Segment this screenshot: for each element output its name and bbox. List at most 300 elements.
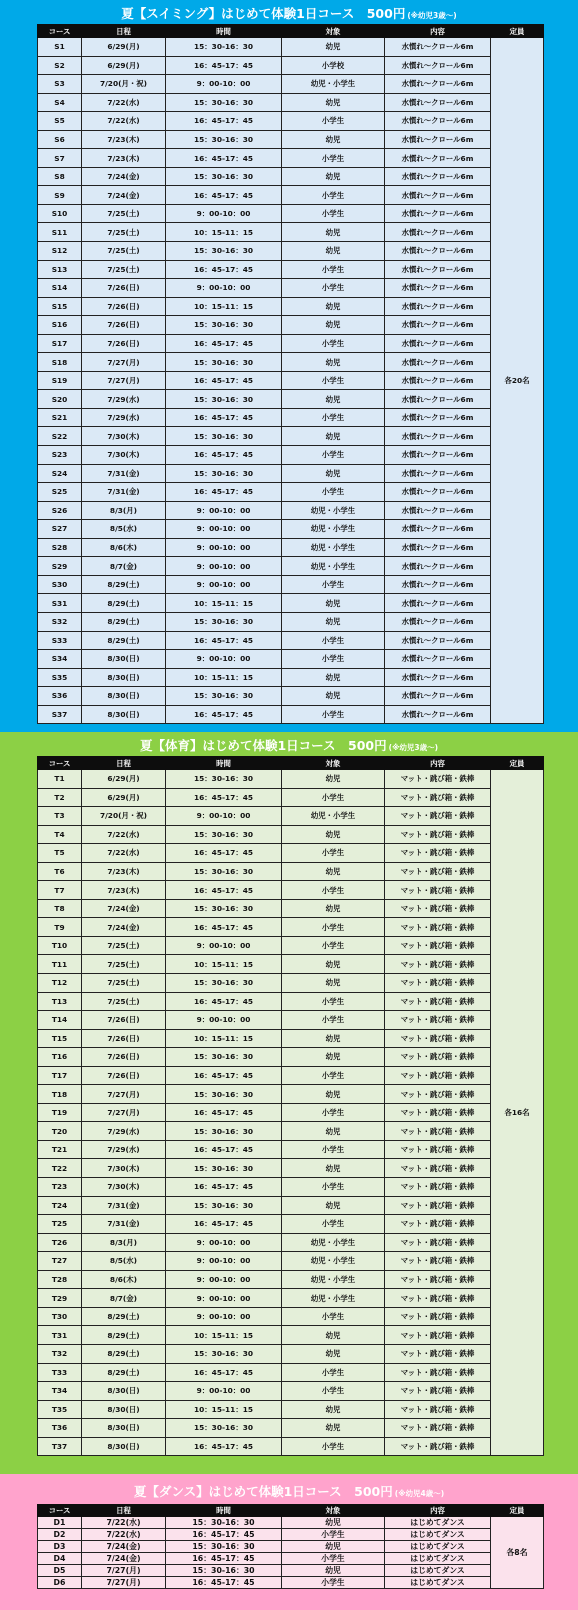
- cell-time: 15：30-16：30: [166, 1159, 282, 1178]
- table-row: [38, 1122, 544, 1141]
- cell-time: 9：00-10：00: [166, 807, 282, 826]
- cell-time: 9：00-10：00: [166, 557, 282, 576]
- cell-course: T27: [38, 1252, 82, 1271]
- cell-target: 幼児: [282, 167, 385, 186]
- cell-course: D1: [38, 1517, 82, 1529]
- cell-content: はじめてダンス: [385, 1541, 491, 1553]
- cell-target: 幼児・小学生: [282, 1289, 385, 1308]
- cell-course: D6: [38, 1577, 82, 1589]
- cell-time: 9：00-10：00: [166, 75, 282, 94]
- cell-course: D5: [38, 1565, 82, 1577]
- cell-content: 水慣れ～クロール6m: [385, 538, 491, 557]
- cell-content: マット・跳び箱・鉄棒: [385, 1066, 491, 1085]
- cell-target: 幼児・小学生: [282, 807, 385, 826]
- cell-content: 水慣れ～クロール6m: [385, 501, 491, 520]
- cell-date: 8/30(日): [82, 650, 166, 669]
- table-row: [38, 1553, 544, 1565]
- cell-course: T2: [38, 788, 82, 807]
- swimming-section: [0, 0, 578, 732]
- cell-content: 水慣れ～クロール6m: [385, 446, 491, 465]
- cell-time: 9：00-10：00: [166, 204, 282, 223]
- table-row: [38, 612, 544, 631]
- table-row: [38, 1382, 544, 1401]
- cell-date: 8/29(土): [82, 594, 166, 613]
- table-row: [38, 1437, 544, 1456]
- cell-content: マット・跳び箱・鉄棒: [385, 1233, 491, 1252]
- cell-target: 幼児: [282, 1517, 385, 1529]
- cell-target: 小学生: [282, 631, 385, 650]
- cell-target: 幼児・小学生: [282, 501, 385, 520]
- cell-time: 10：15-11：15: [166, 1326, 282, 1345]
- cell-date: 6/29(月): [82, 56, 166, 75]
- cell-target: 幼児: [282, 687, 385, 706]
- cell-date: 7/26(日): [82, 1048, 166, 1067]
- cell-content: マット・跳び箱・鉄棒: [385, 1196, 491, 1215]
- cell-date: 8/30(日): [82, 668, 166, 687]
- cell-date: 7/22(水): [82, 112, 166, 131]
- cell-content: 水慣れ～クロール6m: [385, 557, 491, 576]
- cell-date: 7/25(土): [82, 955, 166, 974]
- table-row: [38, 575, 544, 594]
- cell-course: S13: [38, 260, 82, 279]
- cell-content: 水慣れ～クロール6m: [385, 520, 491, 539]
- cell-time: 16：45-17：45: [166, 1140, 282, 1159]
- cell-content: マット・跳び箱・鉄棒: [385, 1344, 491, 1363]
- dance-section: [0, 1474, 578, 1610]
- cell-time: 16：45-17：45: [166, 260, 282, 279]
- cell-content: マット・跳び箱・鉄棒: [385, 1140, 491, 1159]
- cell-date: 7/24(金): [82, 167, 166, 186]
- cell-course: T31: [38, 1326, 82, 1345]
- cell-content: 水慣れ～クロール6m: [385, 316, 491, 335]
- cell-time: 9：00-10：00: [166, 1252, 282, 1271]
- cell-time: 15：30-16：30: [166, 1048, 282, 1067]
- cell-content: はじめてダンス: [385, 1529, 491, 1541]
- table-row: [38, 242, 544, 261]
- header-content: 内容: [385, 25, 491, 38]
- cell-content: マット・跳び箱・鉄棒: [385, 974, 491, 993]
- table-row: [38, 149, 544, 168]
- cell-date: 8/3(月): [82, 501, 166, 520]
- cell-time: 9：00-10：00: [166, 1307, 282, 1326]
- cell-date: 7/20(月・祝): [82, 75, 166, 94]
- cell-target: 幼児: [282, 770, 385, 789]
- cell-course: T33: [38, 1363, 82, 1382]
- table-row: [38, 538, 544, 557]
- table-row: [38, 770, 544, 789]
- cell-time: 16：45-17：45: [166, 446, 282, 465]
- cell-course: D2: [38, 1529, 82, 1541]
- cell-time: 15：30-16：30: [166, 242, 282, 261]
- table-row: [38, 56, 544, 75]
- cell-content: 水慣れ～クロール6m: [385, 204, 491, 223]
- cell-target: 幼児: [282, 1344, 385, 1363]
- cell-date: 6/29(月): [82, 38, 166, 57]
- cell-date: 8/29(土): [82, 612, 166, 631]
- cell-time: 16：45-17：45: [166, 408, 282, 427]
- header-content: 内容: [385, 1505, 491, 1517]
- cell-target: 小学生: [282, 1103, 385, 1122]
- cell-course: T9: [38, 918, 82, 937]
- table-row: [38, 483, 544, 502]
- cell-course: T30: [38, 1307, 82, 1326]
- cell-target: 小学生: [282, 204, 385, 223]
- cell-content: 水慣れ～クロール6m: [385, 242, 491, 261]
- cell-course: S32: [38, 612, 82, 631]
- table-row: [38, 279, 544, 298]
- cell-target: 小学生: [282, 844, 385, 863]
- table-row: [38, 1400, 544, 1419]
- cell-content: 水慣れ～クロール6m: [385, 427, 491, 446]
- cell-time: 16：45-17：45: [166, 705, 282, 724]
- cell-date: 7/24(金): [82, 1541, 166, 1553]
- cell-time: 16：45-17：45: [166, 1437, 282, 1456]
- cell-time: 16：45-17：45: [166, 186, 282, 205]
- cell-time: 9：00-10：00: [166, 575, 282, 594]
- cell-target: 幼児: [282, 353, 385, 372]
- gym-age-note: (※幼児3歳～): [388, 743, 439, 752]
- cell-target: 幼児: [282, 316, 385, 335]
- cell-course: T17: [38, 1066, 82, 1085]
- cell-date: 7/23(木): [82, 130, 166, 149]
- cell-content: マット・跳び箱・鉄棒: [385, 1252, 491, 1271]
- cell-target: 幼児: [282, 1196, 385, 1215]
- table-row: [38, 501, 544, 520]
- cell-content: 水慣れ～クロール6m: [385, 483, 491, 502]
- cell-content: マット・跳び箱・鉄棒: [385, 1178, 491, 1197]
- cell-content: マット・跳び箱・鉄棒: [385, 1215, 491, 1234]
- table-row: [38, 668, 544, 687]
- cell-content: 水慣れ～クロール6m: [385, 612, 491, 631]
- cell-target: 幼児: [282, 1122, 385, 1141]
- cell-course: S19: [38, 371, 82, 390]
- cell-course: T3: [38, 807, 82, 826]
- cell-time: 16：45-17：45: [166, 631, 282, 650]
- cell-time: 15：30-16：30: [166, 167, 282, 186]
- cell-target: 小学生: [282, 1011, 385, 1030]
- table-row: [38, 1159, 544, 1178]
- cell-course: S12: [38, 242, 82, 261]
- header-course: コース: [38, 757, 82, 770]
- cell-target: 幼児: [282, 668, 385, 687]
- cell-course: T29: [38, 1289, 82, 1308]
- cell-course: S15: [38, 297, 82, 316]
- cell-time: 10：15-11：15: [166, 594, 282, 613]
- header-time: 時間: [166, 25, 282, 38]
- cell-content: 水慣れ～クロール6m: [385, 167, 491, 186]
- cell-time: 16：45-17：45: [166, 1529, 282, 1541]
- cell-time: 16：45-17：45: [166, 1103, 282, 1122]
- cell-target: 小学生: [282, 408, 385, 427]
- table-row: [38, 167, 544, 186]
- cell-course: S29: [38, 557, 82, 576]
- cell-target: 幼児・小学生: [282, 75, 385, 94]
- cell-course: T4: [38, 825, 82, 844]
- cell-capacity: 各20名: [491, 38, 544, 724]
- cell-time: 9：00-10：00: [166, 1233, 282, 1252]
- header-capacity: 定員: [491, 757, 544, 770]
- cell-time: 15：30-16：30: [166, 427, 282, 446]
- cell-course: T6: [38, 862, 82, 881]
- cell-date: 7/30(木): [82, 1159, 166, 1178]
- cell-target: 幼児: [282, 93, 385, 112]
- cell-course: T19: [38, 1103, 82, 1122]
- table-row: [38, 75, 544, 94]
- cell-date: 8/29(土): [82, 575, 166, 594]
- cell-course: T23: [38, 1178, 82, 1197]
- cell-content: 水慣れ～クロール6m: [385, 279, 491, 298]
- table-row: [38, 371, 544, 390]
- cell-course: S17: [38, 334, 82, 353]
- cell-time: 9：00-10：00: [166, 1270, 282, 1289]
- cell-content: マット・跳び箱・鉄棒: [385, 955, 491, 974]
- cell-content: 水慣れ～クロール6m: [385, 38, 491, 57]
- cell-date: 7/24(金): [82, 899, 166, 918]
- cell-date: 8/5(水): [82, 1252, 166, 1271]
- cell-content: 水慣れ～クロール6m: [385, 149, 491, 168]
- cell-time: 16：45-17：45: [166, 1066, 282, 1085]
- table-row: [38, 520, 544, 539]
- cell-target: 幼児: [282, 955, 385, 974]
- table-row: [38, 112, 544, 131]
- cell-date: 8/5(水): [82, 520, 166, 539]
- table-row: [38, 38, 544, 57]
- swimming-age-note: (※幼児3歳～): [407, 11, 457, 20]
- table-row: [38, 844, 544, 863]
- cell-content: 水慣れ～クロール6m: [385, 130, 491, 149]
- cell-course: T11: [38, 955, 82, 974]
- cell-target: 小学生: [282, 705, 385, 724]
- table-row: [38, 1178, 544, 1197]
- cell-course: T28: [38, 1270, 82, 1289]
- cell-content: 水慣れ～クロール6m: [385, 668, 491, 687]
- cell-time: 10：15-11：15: [166, 223, 282, 242]
- header-course: コース: [38, 25, 82, 38]
- header-time: 時間: [166, 757, 282, 770]
- cell-date: 7/26(日): [82, 1011, 166, 1030]
- table-row: [38, 1048, 544, 1067]
- table-row: [38, 705, 544, 724]
- cell-target: 幼児: [282, 38, 385, 57]
- cell-date: 8/30(日): [82, 1437, 166, 1456]
- cell-time: 9：00-10：00: [166, 1382, 282, 1401]
- cell-content: 水慣れ～クロール6m: [385, 371, 491, 390]
- cell-date: 7/30(木): [82, 446, 166, 465]
- cell-time: 15：30-16：30: [166, 1085, 282, 1104]
- cell-date: 8/7(金): [82, 1289, 166, 1308]
- cell-content: 水慣れ～クロール6m: [385, 112, 491, 131]
- cell-date: 7/24(金): [82, 1553, 166, 1565]
- cell-target: 幼児: [282, 242, 385, 261]
- table-row: [38, 1066, 544, 1085]
- cell-course: D3: [38, 1541, 82, 1553]
- cell-content: マット・跳び箱・鉄棒: [385, 825, 491, 844]
- cell-date: 7/25(土): [82, 936, 166, 955]
- cell-time: 9：00-10：00: [166, 279, 282, 298]
- cell-date: 7/30(木): [82, 427, 166, 446]
- cell-time: 15：30-16：30: [166, 38, 282, 57]
- cell-content: 水慣れ～クロール6m: [385, 186, 491, 205]
- table-row: [38, 186, 544, 205]
- cell-target: 小学生: [282, 1140, 385, 1159]
- table-row: [38, 825, 544, 844]
- cell-target: 幼児: [282, 1400, 385, 1419]
- cell-target: 幼児: [282, 1326, 385, 1345]
- table-row: [38, 594, 544, 613]
- cell-date: 8/29(土): [82, 1344, 166, 1363]
- cell-course: S31: [38, 594, 82, 613]
- table-row: [38, 260, 544, 279]
- cell-course: S14: [38, 279, 82, 298]
- cell-time: 15：30-16：30: [166, 130, 282, 149]
- cell-content: マット・跳び箱・鉄棒: [385, 1363, 491, 1382]
- cell-time: 16：45-17：45: [166, 56, 282, 75]
- cell-date: 7/25(土): [82, 260, 166, 279]
- cell-content: マット・跳び箱・鉄棒: [385, 1048, 491, 1067]
- cell-target: 幼児: [282, 1565, 385, 1577]
- cell-date: 7/22(水): [82, 844, 166, 863]
- cell-time: 15：30-16：30: [166, 1541, 282, 1553]
- cell-target: 幼児・小学生: [282, 538, 385, 557]
- table-row: [38, 1363, 544, 1382]
- table-row: [38, 1196, 544, 1215]
- cell-date: 7/20(月・祝): [82, 807, 166, 826]
- cell-target: 小学生: [282, 483, 385, 502]
- cell-date: 8/3(月): [82, 1233, 166, 1252]
- cell-content: マット・跳び箱・鉄棒: [385, 807, 491, 826]
- table-row: [38, 93, 544, 112]
- gym-title-text: 夏【体育】はじめて体験1日コース 500円: [139, 738, 387, 753]
- cell-course: S30: [38, 575, 82, 594]
- cell-course: S10: [38, 204, 82, 223]
- cell-target: 小学生: [282, 1178, 385, 1197]
- cell-content: マット・跳び箱・鉄棒: [385, 1270, 491, 1289]
- cell-date: 7/27(月): [82, 1565, 166, 1577]
- cell-time: 16：45-17：45: [166, 1215, 282, 1234]
- cell-target: 小学生: [282, 1363, 385, 1382]
- cell-course: S6: [38, 130, 82, 149]
- header-course: コース: [38, 1505, 82, 1517]
- cell-content: マット・跳び箱・鉄棒: [385, 918, 491, 937]
- cell-date: 8/29(土): [82, 631, 166, 650]
- cell-target: 小学生: [282, 186, 385, 205]
- table-row: [38, 862, 544, 881]
- cell-content: 水慣れ～クロール6m: [385, 408, 491, 427]
- table-row: [38, 974, 544, 993]
- cell-date: 7/22(水): [82, 825, 166, 844]
- cell-course: D4: [38, 1553, 82, 1565]
- cell-course: S8: [38, 167, 82, 186]
- cell-target: 小学生: [282, 992, 385, 1011]
- cell-content: はじめてダンス: [385, 1553, 491, 1565]
- cell-course: T5: [38, 844, 82, 863]
- cell-time: 15：30-16：30: [166, 316, 282, 335]
- cell-date: 8/6(木): [82, 538, 166, 557]
- cell-course: T36: [38, 1419, 82, 1438]
- cell-content: マット・跳び箱・鉄棒: [385, 1289, 491, 1308]
- cell-target: 幼児・小学生: [282, 557, 385, 576]
- table-row: [38, 408, 544, 427]
- gym-title: [0, 736, 578, 754]
- cell-course: T22: [38, 1159, 82, 1178]
- cell-course: S18: [38, 353, 82, 372]
- table-row: [38, 316, 544, 335]
- cell-time: 16：45-17：45: [166, 334, 282, 353]
- cell-target: 小学校: [282, 56, 385, 75]
- cell-time: 16：45-17：45: [166, 1553, 282, 1565]
- cell-time: 10：15-11：15: [166, 668, 282, 687]
- cell-date: 7/29(水): [82, 390, 166, 409]
- cell-course: T37: [38, 1437, 82, 1456]
- cell-course: T32: [38, 1344, 82, 1363]
- table-row: [38, 390, 544, 409]
- cell-time: 10：15-11：15: [166, 955, 282, 974]
- cell-target: 幼児: [282, 427, 385, 446]
- cell-course: S35: [38, 668, 82, 687]
- cell-target: 幼児: [282, 464, 385, 483]
- cell-time: 9：00-10：00: [166, 501, 282, 520]
- header-time: 時間: [166, 1505, 282, 1517]
- cell-time: 15：30-16：30: [166, 862, 282, 881]
- cell-content: マット・跳び箱・鉄棒: [385, 1419, 491, 1438]
- cell-date: 7/31(金): [82, 483, 166, 502]
- table-row: [38, 1565, 544, 1577]
- header-capacity: 定員: [491, 1505, 544, 1517]
- header-target: 対象: [282, 1505, 385, 1517]
- cell-date: 7/24(金): [82, 918, 166, 937]
- cell-date: 6/29(月): [82, 770, 166, 789]
- cell-target: 小学生: [282, 1382, 385, 1401]
- gym-section: [0, 732, 578, 1474]
- cell-time: 16：45-17：45: [166, 149, 282, 168]
- table-row: [38, 1529, 544, 1541]
- cell-course: T1: [38, 770, 82, 789]
- cell-date: 7/27(月): [82, 353, 166, 372]
- cell-date: 7/22(水): [82, 1517, 166, 1529]
- cell-content: マット・跳び箱・鉄棒: [385, 1400, 491, 1419]
- cell-course: S34: [38, 650, 82, 669]
- cell-date: 7/27(月): [82, 371, 166, 390]
- cell-course: S16: [38, 316, 82, 335]
- cell-content: マット・跳び箱・鉄棒: [385, 1103, 491, 1122]
- cell-content: マット・跳び箱・鉄棒: [385, 1085, 491, 1104]
- cell-content: 水慣れ～クロール6m: [385, 223, 491, 242]
- cell-time: 15：30-16：30: [166, 464, 282, 483]
- cell-date: 7/29(水): [82, 408, 166, 427]
- table-row: [38, 955, 544, 974]
- header-content: 内容: [385, 757, 491, 770]
- cell-content: マット・跳び箱・鉄棒: [385, 770, 491, 789]
- cell-time: 9：00-10：00: [166, 1289, 282, 1308]
- cell-course: T34: [38, 1382, 82, 1401]
- cell-target: 幼児: [282, 594, 385, 613]
- cell-course: S36: [38, 687, 82, 706]
- table-row: [38, 204, 544, 223]
- cell-target: 小学生: [282, 1553, 385, 1565]
- cell-date: 7/29(水): [82, 1140, 166, 1159]
- table-row: [38, 446, 544, 465]
- cell-content: はじめてダンス: [385, 1577, 491, 1589]
- table-row: [38, 1103, 544, 1122]
- table-row: [38, 334, 544, 353]
- cell-content: はじめてダンス: [385, 1517, 491, 1529]
- swimming-schedule-table: [37, 24, 544, 724]
- table-row: [38, 464, 544, 483]
- cell-course: S5: [38, 112, 82, 131]
- cell-time: 9：00-10：00: [166, 650, 282, 669]
- cell-target: 幼児・小学生: [282, 1252, 385, 1271]
- cell-content: 水慣れ～クロール6m: [385, 56, 491, 75]
